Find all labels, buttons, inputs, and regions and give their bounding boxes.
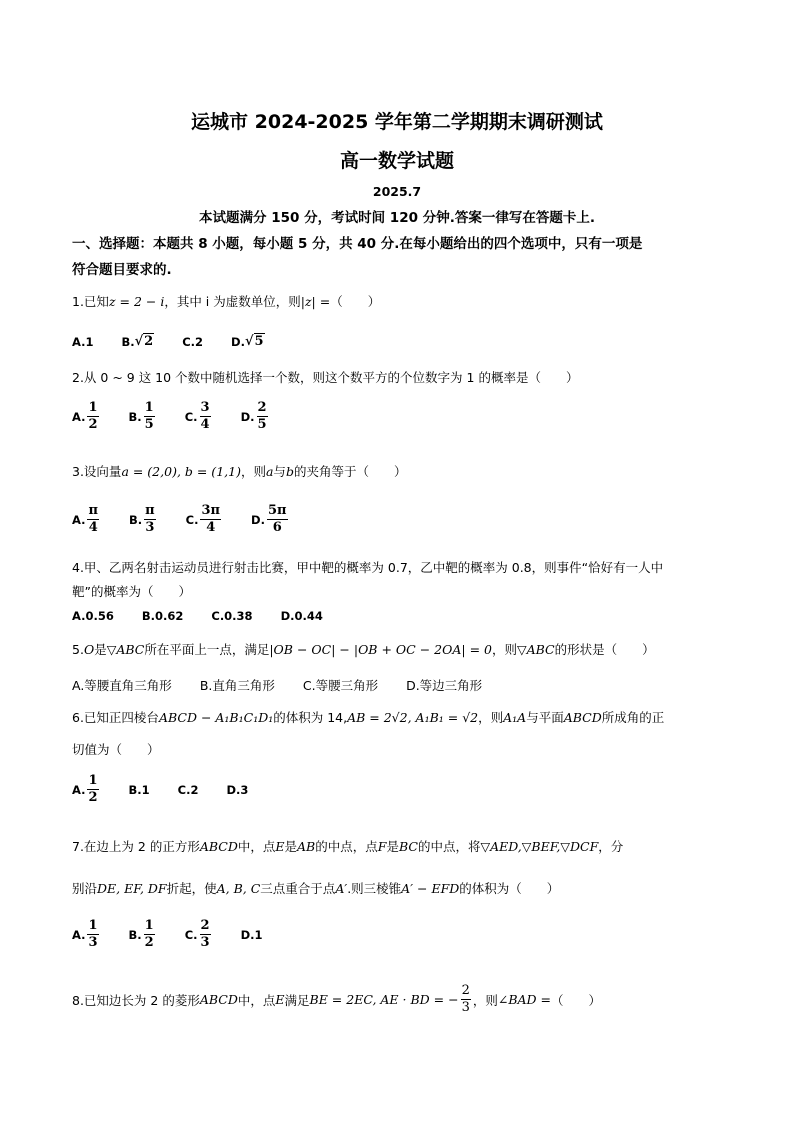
option-b[interactable]: B. $\frac{\pi}{3}$ — [129, 503, 155, 535]
exam-title: 运城市 2024-2025 学年第二学期期末调研测试 — [191, 111, 603, 133]
q1-abs-expression: |z| = — [300, 294, 331, 309]
question-2: 2.从 0 ~ 9 这 10 个数中随机选择一个数，则这个数平方的个位数字为 1 的概率是（ ） — [72, 370, 579, 385]
exam-subtitle: 高一数学试题 — [339, 150, 454, 172]
section-1-line-2: 符合题目要求的. — [72, 262, 172, 278]
option-a[interactable]: A.1 — [72, 334, 94, 349]
option-c[interactable]: C.等腰三角形 — [302, 678, 379, 693]
question-5: 5.O是▽ABC所在平面上一点，满足|OB − OC| − |OB + OC − 2OA| = 0，则▽ABC的形状是（ ） — [72, 642, 655, 657]
q8-condition: BE = 2EC, AE · BD = − — [309, 992, 459, 1007]
question-7-line-2: 别沿DE, EF, DF折起，使A, B, C三点重合于点A′.则三棱锥A′ − EFD的体积为（ ） — [72, 881, 560, 896]
fraction: $\frac{2}{3}$ — [461, 983, 470, 1015]
option-b[interactable]: B. $\frac{1}{2}$ — [128, 918, 154, 950]
option-d[interactable]: D. √5 — [231, 334, 264, 349]
exam-date: 2025.7 — [372, 184, 422, 199]
q3-vectors: a = (2,0), b = (1,1) — [121, 464, 241, 479]
fraction: $\frac{1}{5}$ — [144, 400, 154, 432]
sqrt-expression: √2 — [134, 334, 154, 349]
option-b[interactable]: B.直角三角形 — [199, 678, 275, 693]
question-1-options — [72, 334, 293, 349]
question-4-line-1: 4.甲、乙两名射击运动员进行射击比赛，甲中靶的概率为 0.7，乙中靶的概率为 0.8，则事件“恰好有一人中 — [72, 560, 664, 575]
fraction: $\frac{2}{5}$ — [257, 400, 267, 432]
question-6-line-1: 6.已知正四棱台ABCD − A₁B₁C₁D₁的体积为 14,AB = 2√2, A₁B₁ = √2，则A₁A与平面ABCD所成角的正 — [72, 710, 665, 725]
fraction: $\frac{1}{2}$ — [88, 400, 98, 432]
option-b[interactable]: B. √2 — [121, 334, 154, 349]
question-6-options — [72, 773, 276, 806]
option-c[interactable]: C. $\frac{2}{3}$ — [184, 918, 210, 950]
q1-expression: z = 2 − i — [108, 294, 165, 309]
question-4-line-2: 靶”的概率为（ ） — [72, 584, 191, 599]
fraction: $\frac{5\pi}{6}$ — [267, 503, 287, 535]
option-a[interactable]: A.等腰直角三角形 — [72, 678, 172, 693]
question-7-line-1: 7.在边上为 2 的正方形ABCD中，点E是AB的中点，点F是BC的中点，将▽AED,▽BEF,▽DCF，分 — [72, 839, 624, 854]
option-d[interactable]: D.1 — [240, 927, 263, 942]
question-4-options — [72, 609, 351, 623]
fraction: $\frac{1}{3}$ — [88, 918, 98, 950]
option-c[interactable]: C. $\frac{3}{4}$ — [184, 400, 210, 432]
question-3: 3.设向量a = (2,0), b = (1,1)，则a与b的夹角等于（ ） — [72, 464, 407, 479]
question-8: 8.已知边长为 2 的菱形 ABCD 中，点 E 满足 BE = 2EC, AE · BD = − $\frac{2}{3}$ ，则 ∠BAD = （ ） — [72, 983, 602, 1015]
option-d[interactable]: D.0.44 — [280, 609, 323, 623]
option-d[interactable]: D. $\frac{5\pi}{6}$ — [251, 503, 287, 535]
question-1: 1.已知z = 2 − i，其中 i 为虚数单位，则|z| =（ ） — [72, 294, 381, 309]
option-b[interactable]: B. $\frac{1}{5}$ — [128, 400, 154, 432]
fraction: $\frac{1}{2}$ — [144, 918, 154, 950]
option-c[interactable]: C.2 — [182, 334, 204, 349]
option-a[interactable]: A.0.56 — [72, 609, 114, 623]
fraction: $\frac{2}{3}$ — [200, 918, 210, 950]
exam-note: 本试题满分 150 分，考试时间 120 分钟.答案一律写在答题卡上. — [199, 210, 595, 226]
option-d[interactable]: D. $\frac{2}{5}$ — [240, 400, 267, 432]
option-c[interactable]: C.0.38 — [211, 609, 253, 623]
option-a[interactable]: A. $\frac{1}{2}$ — [72, 773, 98, 805]
option-d[interactable]: D.等边三角形 — [406, 678, 483, 693]
sqrt-expression: √5 — [244, 334, 264, 349]
fraction: $\frac{\pi}{4}$ — [88, 503, 98, 535]
option-c[interactable]: C.2 — [177, 782, 199, 797]
option-d[interactable]: D.3 — [226, 782, 249, 797]
question-3-options — [72, 503, 318, 536]
question-2-options — [72, 400, 298, 433]
option-b[interactable]: B.1 — [128, 782, 150, 797]
question-6-line-2: 切值为（ ） — [72, 742, 160, 757]
section-1-line-1: 一、选择题：本题共 8 小题，每小题 5 分，共 40 分.在每小题给出的四个选项中，只有一项是 — [72, 236, 643, 252]
fraction: $\frac{1}{2}$ — [88, 773, 98, 805]
q5-condition: |OB − OC| − |OB + OC − 2OA| = 0 — [269, 642, 492, 657]
option-a[interactable]: A. $\frac{\pi}{4}$ — [72, 503, 98, 535]
option-a[interactable]: A. $\frac{1}{2}$ — [72, 400, 98, 432]
option-a[interactable]: A. $\frac{1}{3}$ — [72, 918, 98, 950]
question-7-options — [72, 918, 291, 951]
option-c[interactable]: C. $\frac{3\pi}{4}$ — [185, 503, 221, 535]
question-5-options — [72, 676, 510, 694]
fraction: $\frac{3}{4}$ — [200, 400, 210, 432]
fraction: $\frac{3\pi}{4}$ — [201, 503, 221, 535]
option-b[interactable]: B.0.62 — [141, 609, 184, 623]
fraction: $\frac{\pi}{3}$ — [145, 503, 155, 535]
